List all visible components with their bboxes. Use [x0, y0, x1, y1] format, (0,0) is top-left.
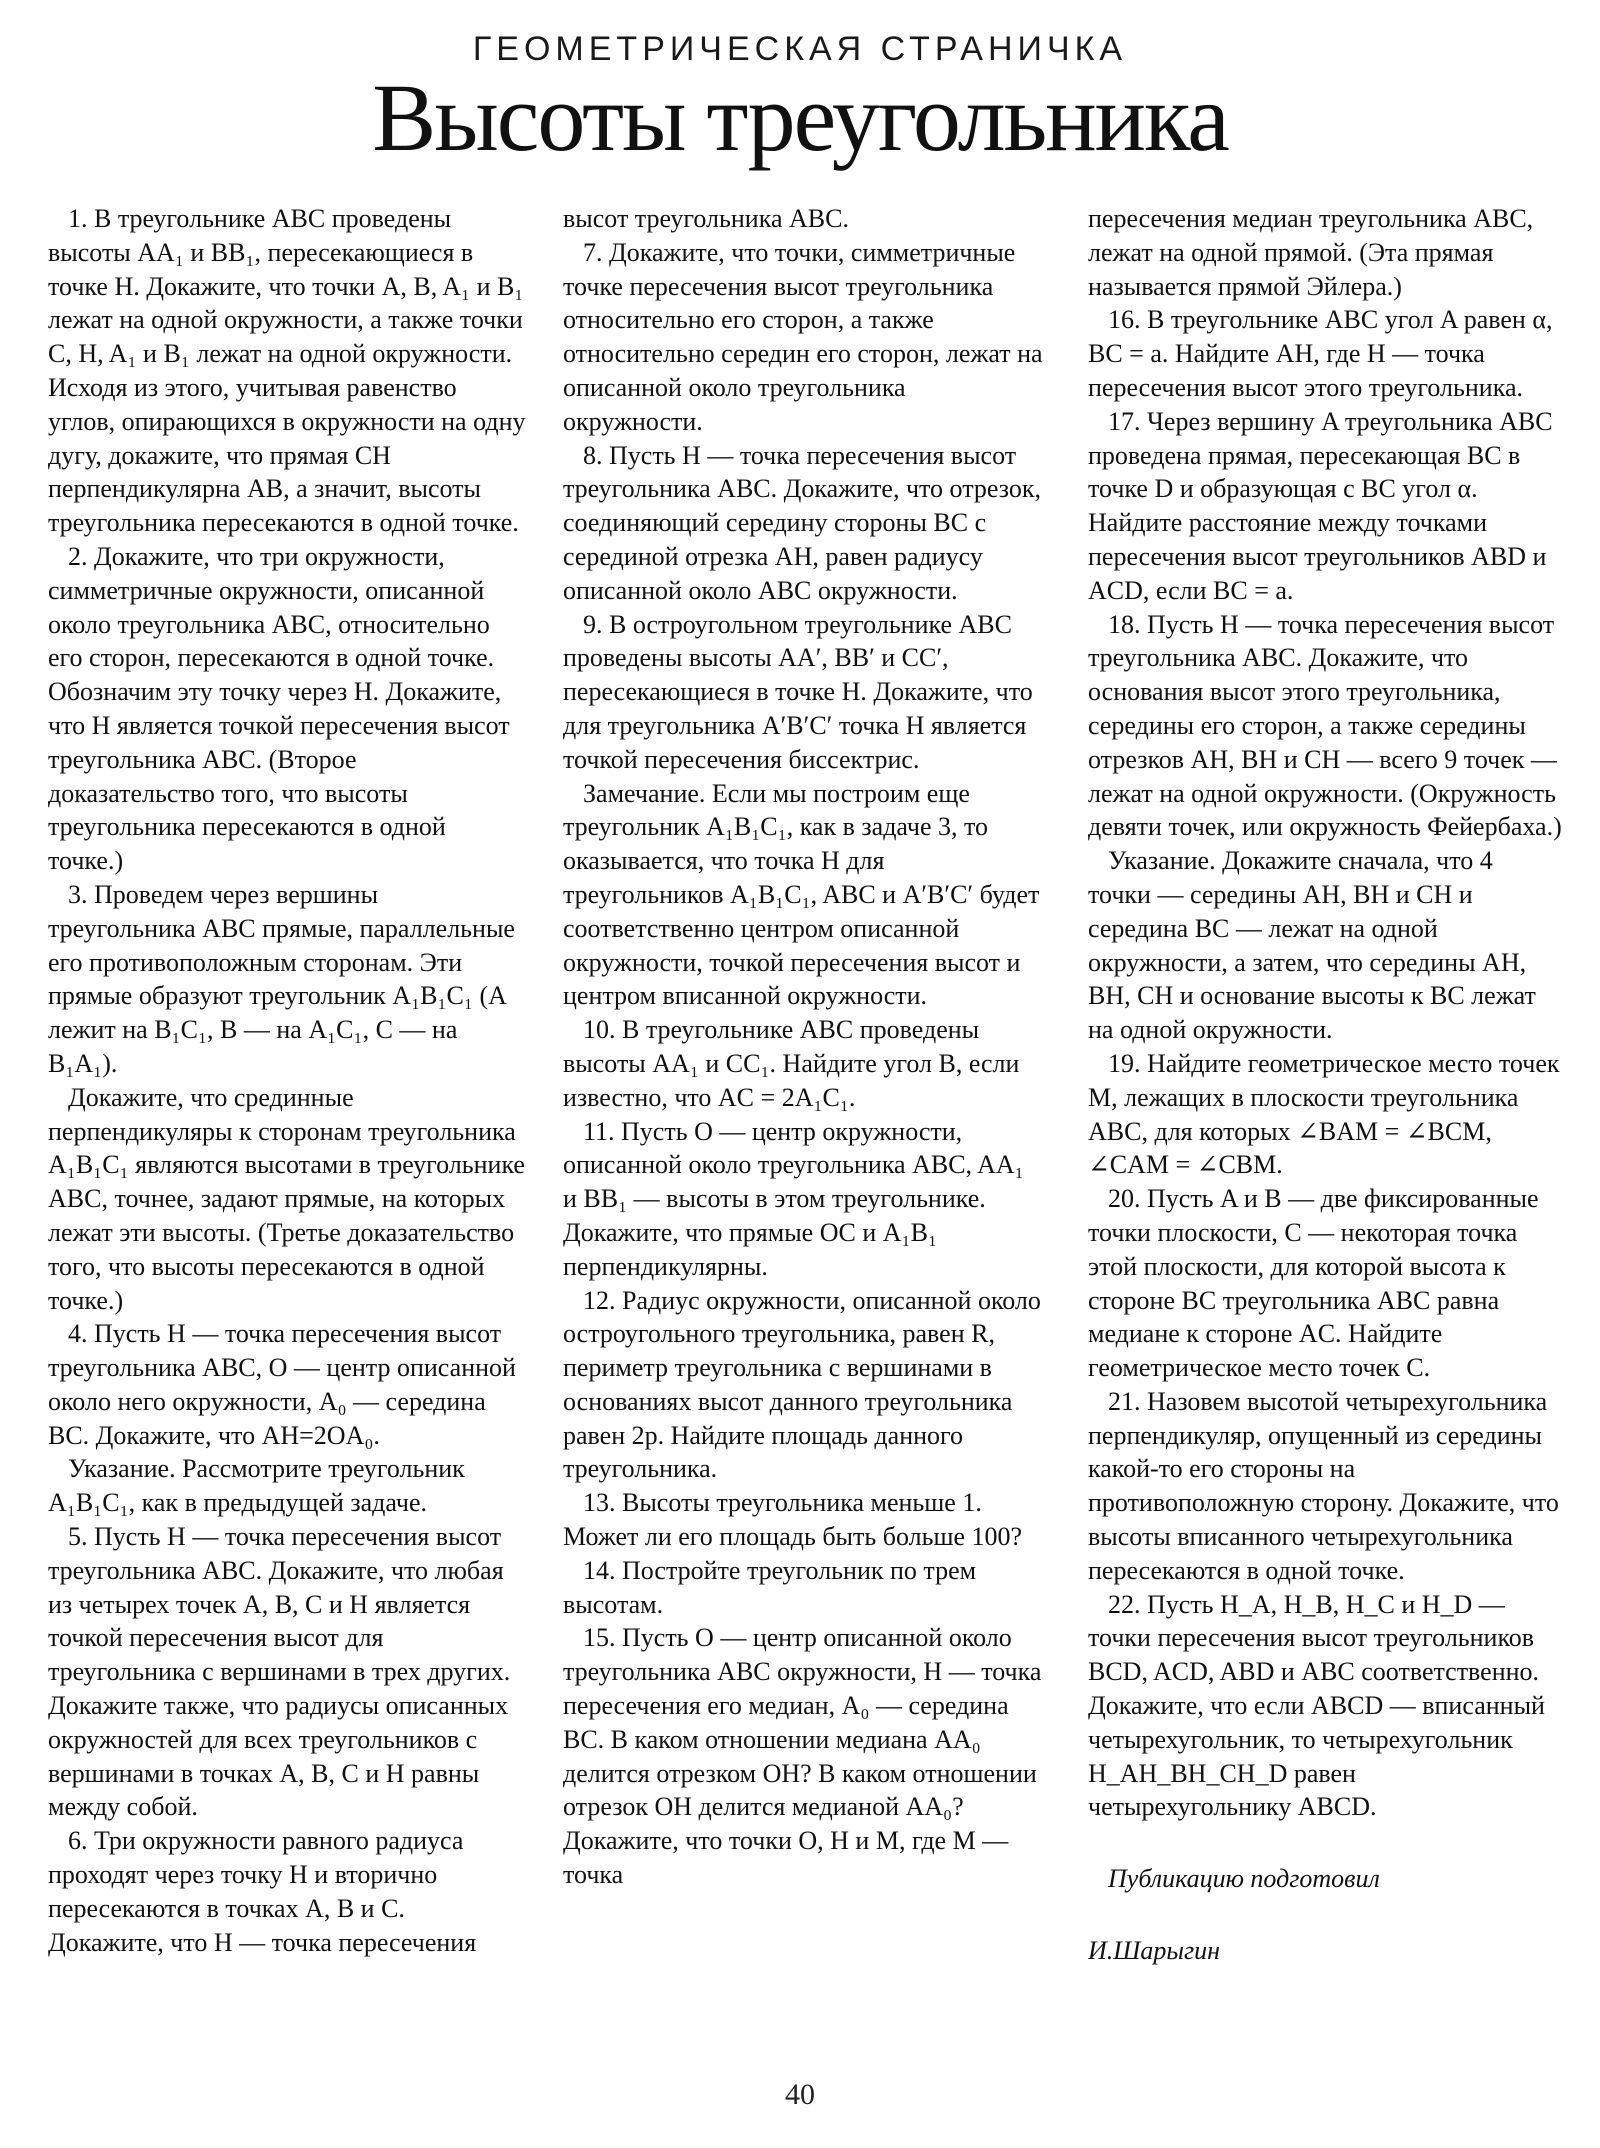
problem-18-hint: Указание. Докажите сначала, что 4 точки — середины AH, BH и CH и середина BC — лежат на одной окружности, а затем, что середины AH, BH, CH и основание высоты к BC лежат на одной окружности. — [1088, 846, 1536, 1045]
problem-9-remark: Замечание. Если мы построим еще треугольник A₁B₁C₁, как в задаче 3, то оказывается, что точка H для треугольников A₁B₁C₁, ABC и A′B′C′ будет соответственно центром описанной окружности, точкой пересечения высот и центром вписанной окружности. — [563, 778, 1040, 1011]
problem-15-continued: пересечения медиан треугольника ABC, лежат на одной прямой. (Эта прямая называется прямой Эйлера.) — [1088, 204, 1534, 301]
author-name: И.Шарыгин — [1088, 1936, 1221, 1966]
text-column-2 — [563, 202, 1043, 2052]
problem-11: 11. Пусть O — центр окружности, описанной около треугольника ABC, AA₁ и BB₁ — высоты в этом треугольнике. Докажите, что прямые OC и A₁B₁ перпендикулярны. — [563, 1116, 1024, 1281]
problem-15: 15. Пусть O — центр описанной около треугольника ABC окружности, H — точка пересечения его медиан, A₀ — середина BC. В каком отношении медиана AA₀ делится отрезком OH? В каком отношении отрезок OH делится медианой AA₀? Докажите, что точки O, H и M, где M — точка — [563, 1623, 1042, 1890]
problem-5: 5. Пусть H — точка пересечения высот треугольника ABC. Докажите, что любая из четырех точек A, B, C и H является точкой пересечения высот для треугольника с вершинами в трех других. Докажите также, что радиусы описанных окружностей для всех треугольников с вершинами в точках A, B, C и H равны между собой. — [48, 1522, 511, 1822]
publication-credit: Публикацию подготовил — [1108, 1864, 1380, 1894]
problem-4: 4. Пусть H — точка пересечения высот треугольника ABC, O — центр описанной около него окружности, A₀ — середина BC. Докажите, что AH=2OA₀. — [48, 1319, 516, 1450]
problem-3: 3. Проведем через вершины треугольника ABC прямые, параллельные его противоположным сторонам. Эти прямые образуют треугольник A₁B₁C₁ (A лежит на B₁C₁, B — на A₁C₁, C — на B₁A₁). — [48, 879, 515, 1078]
text-column-3 — [1088, 202, 1562, 2052]
problem-8: 8. Пусть H — точка пересечения высот треугольника ABC. Докажите, что отрезок, соединяющий середину стороны BC с серединой отрезка AH, равен радиусу описанной около ABC окружности. — [563, 440, 1041, 605]
problem-2: 2. Докажите, что три окружности, симметричные окружности, описанной около треугольника ABC, относительно его сторон, пересекаются в одной точке. Обозначим эту точку через H. Докажите, что H является точкой пересечения высот треугольника ABC. (Второе доказательство того, что высоты треугольника пересекаются в одной точке.) — [48, 541, 510, 876]
problem-18: 18. Пусть H — точка пересечения высот треугольника ABC. Докажите, что основания высот этого треугольника, середины его сторон, а также середины отрезков AH, BH и CH — всего 9 точек — лежат на одной окружности. (Окружность девяти точек, или окружность Фейербаха.) — [1088, 609, 1562, 842]
problem-17: 17. Через вершину A треугольника ABC проведена прямая, пересекающая BC в точке D и образующая с BC угол α. Найдите расстояние между точками пересечения высот треугольников ABD и ACD, если BC = a. — [1088, 406, 1553, 605]
problem-19: 19. Найдите геометрическое место точек M, лежащих в плоскости треугольника ABC, для которых ∠BAM = ∠BCM, ∠CAM = ∠CBM. — [1088, 1048, 1560, 1180]
problem-22: 22. Пусть H_A, H_B, H_C и H_D — точки пересечения высот треугольников BCD, ACD, ABD и ABC соответственно. Докажите, что если ABCD — вписанный четырехугольник, то четырехугольник H_AH_BH_CH_D равен четырехугольнику ABCD. — [1088, 1589, 1545, 1822]
problem-6: 6. Три окружности равного радиуса проходят через точку H и вторично пересекаются в точках A, B и C. Докажите, что H — точка пересечения — [48, 1826, 477, 1957]
problem-14: 14. Постройте треугольник по трем высотам. — [563, 1555, 977, 1619]
problem-3-continued: Докажите, что срединные перпендикуляры к сторонам треугольника A₁B₁C₁ являются высотами в треугольнике ABC, точнее, задают прямые, на которых лежат эти высоты. (Третье доказательство того, что высоты пересекаются в одной точке.) — [48, 1082, 525, 1315]
page-number: 40 — [785, 2078, 815, 2111]
text-column-1 — [48, 202, 526, 2052]
article-title: Высоты треугольника — [372, 64, 1228, 171]
problem-20: 20. Пусть A и B — две фиксированные точки плоскости, C — некоторая точка этой плоскости, для которой высота к стороне BC треугольника ABC равна медиане к стороне AC. Найдите геометрическое место точек C. — [1088, 1184, 1539, 1383]
problem-1: 1. В треугольнике ABC проведены высоты AA₁ и BB₁, пересекающиеся в точке H. Докажите, что точки A, B, A₁ и B₁ лежат на одной окружности, а также точки C, H, A₁ и B₁ лежат на одной окружности. Исходя из этого, учитывая равенство углов, опирающихся в окружности на одну дугу, докажите, что прямая CH перпендикулярна AB, а значит, высоты треугольника пересекаются в одной точке. — [48, 204, 526, 538]
problem-21: 21. Назовем высотой четырехугольника перпендикуляр, опущенный из середины какой-то его стороны на противоположную сторону. Докажите, что высоты вписанного четырехугольника пересекаются в одной точке. — [1088, 1386, 1559, 1585]
problem-13: 13. Высоты треугольника меньше 1. Может ли его площадь быть больше 100? — [563, 1488, 1023, 1552]
section-rubric: ГЕОМЕТРИЧЕСКАЯ СТРАНИЧКА — [472, 30, 1128, 68]
problem-7: 7. Докажите, что точки, симметричные точке пересечения высот треугольника относительно его сторон, а также относительно середин его сторон, лежат на описанной около треугольника окружности. — [563, 237, 1043, 436]
problem-6-continued: высот треугольника ABC. — [563, 204, 849, 233]
problem-16: 16. В треугольнике ABC угол A равен α, BC = a. Найдите AH, где H — точка пересечения высот этого треугольника. — [1088, 305, 1553, 402]
problem-12: 12. Радиус окружности, описанной около остроугольного треугольника, равен R, периметр треугольника с вершинами в основаниях высот данного треугольника равен 2p. Найдите площадь данного треугольника. — [563, 1285, 1041, 1484]
problem-9: 9. В остроугольном треугольнике ABC проведены высоты AA′, BB′ и CC′, пересекающиеся в точке H. Докажите, что для треугольника A′B′C′ точка H является точкой пересечения биссектрис. — [563, 609, 1033, 774]
problem-10: 10. В треугольнике ABC проведены высоты AA₁ и CC₁. Найдите угол B, если известно, что AC = 2A₁C₁. — [563, 1015, 1020, 1112]
problem-4-hint: Указание. Рассмотрите треугольник A₁B₁C₁, как в предыдущей задаче. — [48, 1454, 465, 1518]
